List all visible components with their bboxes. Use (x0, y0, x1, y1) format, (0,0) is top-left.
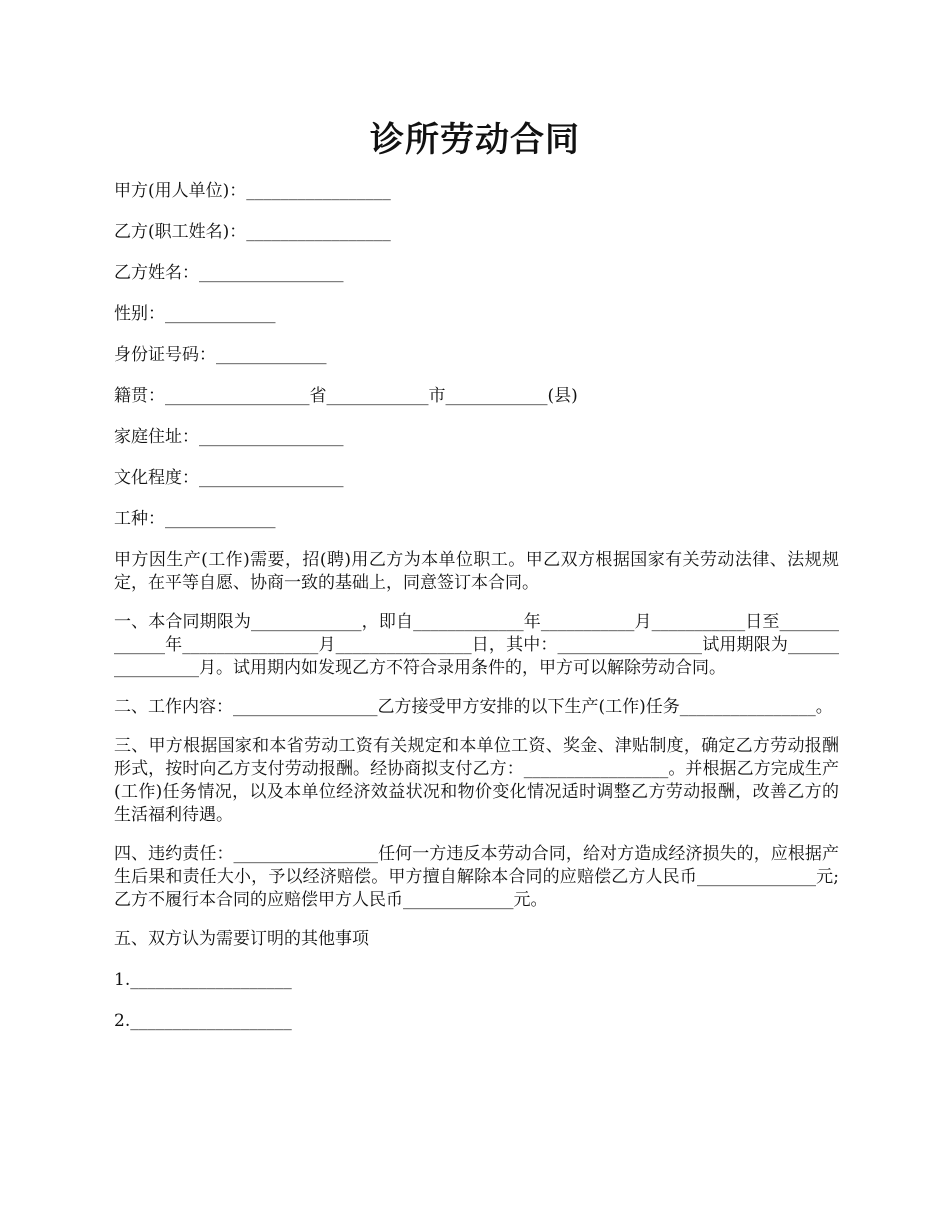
clause-work-content: 二、工作内容：_________________乙方接受甲方安排的以下生产(工作)任务________________。 (114, 697, 833, 717)
clause-term: 一、本合同期限为_____________，即自_____________年___________月___________日至_____________年________________月________________日，其中：_________________试用期限为________________月。试用期内如发现乙方不符合录用条件的，甲方可以解除劳动合同。 (114, 612, 839, 678)
field-education: 文化程度：_________________ (114, 468, 344, 488)
clause-remuneration: 三、甲方根据国家和本省劳动工资有关规定和本单位工资、奖金、津贴制度，确定乙方劳动报酬形式，按时向乙方支付劳动报酬。经协商拟支付乙方：_________________。并根据乙方完成生产(工作)任务情况，以及本单位经济效益状况和物价变化情况适时调整乙方劳动报酬，改善乙方的生活福利待遇。 (114, 736, 839, 825)
other-item-1: 1.___________________ (114, 970, 292, 990)
field-job-type: 工种：_____________ (114, 509, 276, 529)
document-title: 诊所劳动合同 (370, 120, 580, 160)
field-home-address: 家庭住址：_________________ (114, 427, 344, 447)
field-gender: 性别：_____________ (114, 304, 276, 324)
field-party-b-name: 乙方姓名：_________________ (114, 263, 344, 283)
field-party-b: 乙方(职工姓名)：_________________ (114, 222, 391, 242)
field-native-place: 籍贯：_________________省____________市____________(县) (114, 386, 578, 406)
field-party-a: 甲方(用人单位)：_________________ (114, 181, 391, 201)
field-id-number: 身份证号码：_____________ (114, 345, 327, 365)
intro-paragraph: 甲方因生产(工作)需要，招(聘)用乙方为本单位职工。甲乙双方根据国家有关劳动法律、法规规定，在平等自愿、协商一致的基础上，同意签订本合同。 (114, 550, 839, 593)
clause-liability: 四、违约责任：_________________任何一方违反本劳动合同，给对方造成经济损失的，应根据产生后果和责任大小，予以经济赔偿。甲方擅自解除本合同的应赔偿乙方人民币______________元;乙方不履行本合同的应赔偿甲方人民币_____________元。 (114, 844, 839, 910)
other-item-2: 2.___________________ (114, 1011, 292, 1031)
document-body (114, 180, 839, 1051)
clause-other-matters: 五、双方认为需要订明的其他事项 (114, 929, 369, 949)
